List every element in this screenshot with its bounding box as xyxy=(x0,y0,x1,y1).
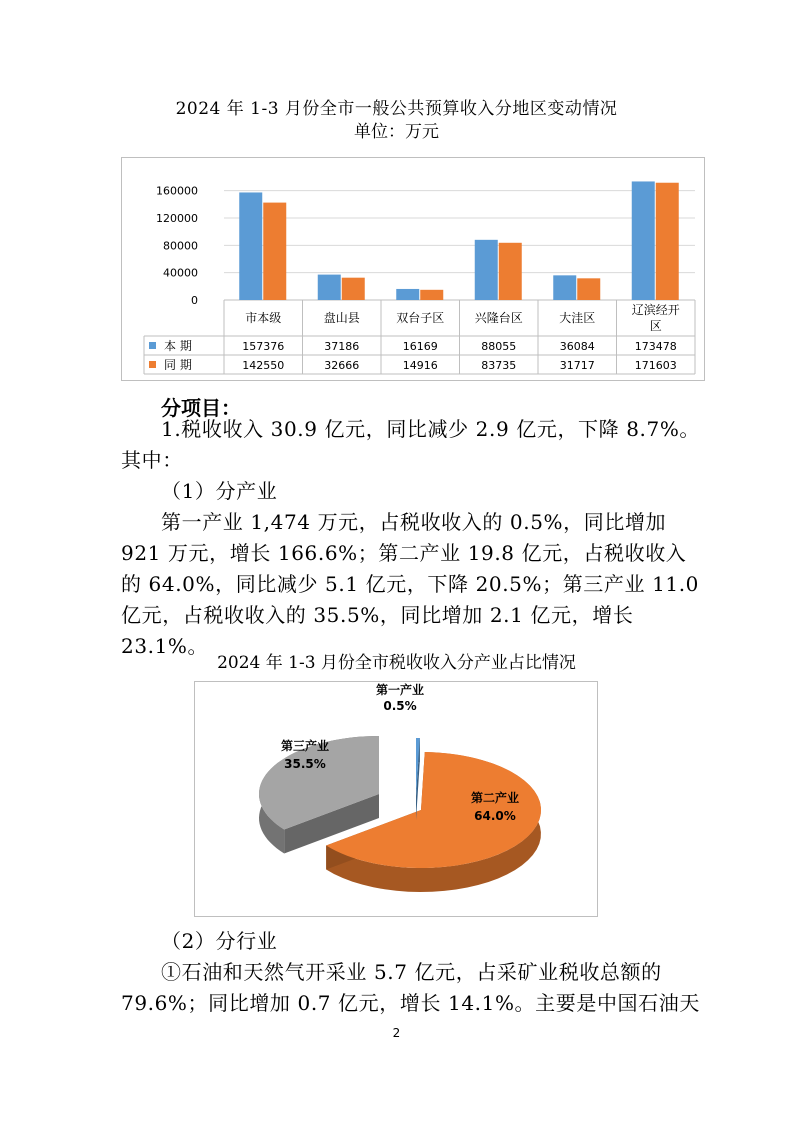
bar-current xyxy=(239,192,262,300)
bar-prior xyxy=(263,203,286,300)
table-value: 36084 xyxy=(559,340,595,353)
pie-chart xyxy=(195,682,599,918)
paragraph-industry-line-4: 亿元，占税收收入的 35.5%，同比增加 2.1 亿元，增长 xyxy=(121,603,634,627)
subheading-by-industry: （1）分产业 xyxy=(161,479,278,503)
table-value: 88055 xyxy=(481,340,517,353)
category-label: 大洼区 xyxy=(559,311,596,325)
paragraph-tax-revenue-cont: 其中： xyxy=(121,448,183,472)
bar-prior xyxy=(342,278,365,300)
bar-chart xyxy=(122,158,706,382)
bar-current xyxy=(632,181,655,300)
bar-chart-frame xyxy=(121,157,705,381)
bar-prior xyxy=(656,183,679,300)
pie-label-name: 第三产业 xyxy=(280,739,330,753)
pie-label-value: 64.0% xyxy=(474,809,516,823)
table-value: 16169 xyxy=(402,340,438,353)
bar-current xyxy=(475,240,498,300)
pie-slice xyxy=(416,738,420,820)
pie-label-value: 35.5% xyxy=(284,757,326,771)
section-heading: 分项目： xyxy=(161,396,241,420)
category-label: 区 xyxy=(649,319,662,333)
paragraph-sector-line-1: ①石油和天然气开采业 5.7 亿元，占采矿业税收总额的 xyxy=(161,960,662,984)
bar-current xyxy=(318,275,341,300)
bar-current xyxy=(553,275,576,300)
pie-label-name: 第二产业 xyxy=(470,791,520,805)
bar-prior xyxy=(499,243,522,300)
legend-label: 本 期 xyxy=(164,339,192,353)
category-label: 双台子区 xyxy=(396,311,445,325)
pie-chart-frame xyxy=(194,681,598,917)
paragraph-industry-line-5: 23.1%。 xyxy=(121,634,209,658)
y-tick-label: 80000 xyxy=(163,239,198,253)
paragraph-industry-line-2: 921 万元，增长 166.6%；第二产业 19.8 亿元，占税收收入 xyxy=(121,541,687,565)
paragraph-industry-line-3: 的 64.0%，同比减少 5.1 亿元，下降 20.5%；第三产业 11.0 xyxy=(121,572,699,596)
category-label: 盘山县 xyxy=(323,311,360,325)
category-label: 辽滨经开 xyxy=(631,303,680,317)
bar-current xyxy=(396,289,419,300)
y-tick-label: 40000 xyxy=(163,266,198,280)
bar-prior xyxy=(577,278,600,300)
pie-label-value: 0.5% xyxy=(383,699,417,713)
table-value: 31717 xyxy=(559,359,595,372)
page-number: 2 xyxy=(392,1026,401,1040)
legend-swatch xyxy=(149,342,156,349)
y-tick-label: 120000 xyxy=(156,212,198,225)
bar-prior xyxy=(420,290,443,300)
table-value: 173478 xyxy=(634,340,677,353)
bar-chart-unit: 单位：万元 xyxy=(354,122,439,142)
table-value: 37186 xyxy=(324,340,360,353)
pie-label-name: 第一产业 xyxy=(375,683,425,697)
table-value: 142550 xyxy=(242,359,285,372)
paragraph-sector-line-2: 79.6%；同比增加 0.7 亿元，增长 14.1%。主要是中国石油天 xyxy=(121,991,700,1015)
table-value: 157376 xyxy=(242,340,285,353)
category-label: 兴隆台区 xyxy=(474,311,523,325)
y-tick-label: 160000 xyxy=(156,184,198,198)
y-tick-label: 0 xyxy=(191,294,198,307)
bar-chart-title: 2024 年 1-3 月份全市一般公共预算收入分地区变动情况 xyxy=(175,99,618,119)
paragraph-industry-line-1: 第一产业 1,474 万元，占税收收入的 0.5%，同比增加 xyxy=(161,510,667,534)
legend-swatch xyxy=(149,361,156,368)
table-value: 83735 xyxy=(481,359,517,372)
paragraph-tax-revenue: 1.税收收入 30.9 亿元，同比减少 2.9 亿元，下降 8.7%。 xyxy=(161,417,701,441)
table-value: 32666 xyxy=(324,359,360,372)
category-label: 市本级 xyxy=(245,311,282,325)
subheading-by-sector: （2）分行业 xyxy=(161,929,278,953)
legend-label: 同 期 xyxy=(164,358,192,372)
table-value: 14916 xyxy=(402,359,438,372)
table-value: 171603 xyxy=(634,359,677,372)
pie-chart-title: 2024 年 1-3 月份全市税收收入分产业占比情况 xyxy=(217,653,576,673)
